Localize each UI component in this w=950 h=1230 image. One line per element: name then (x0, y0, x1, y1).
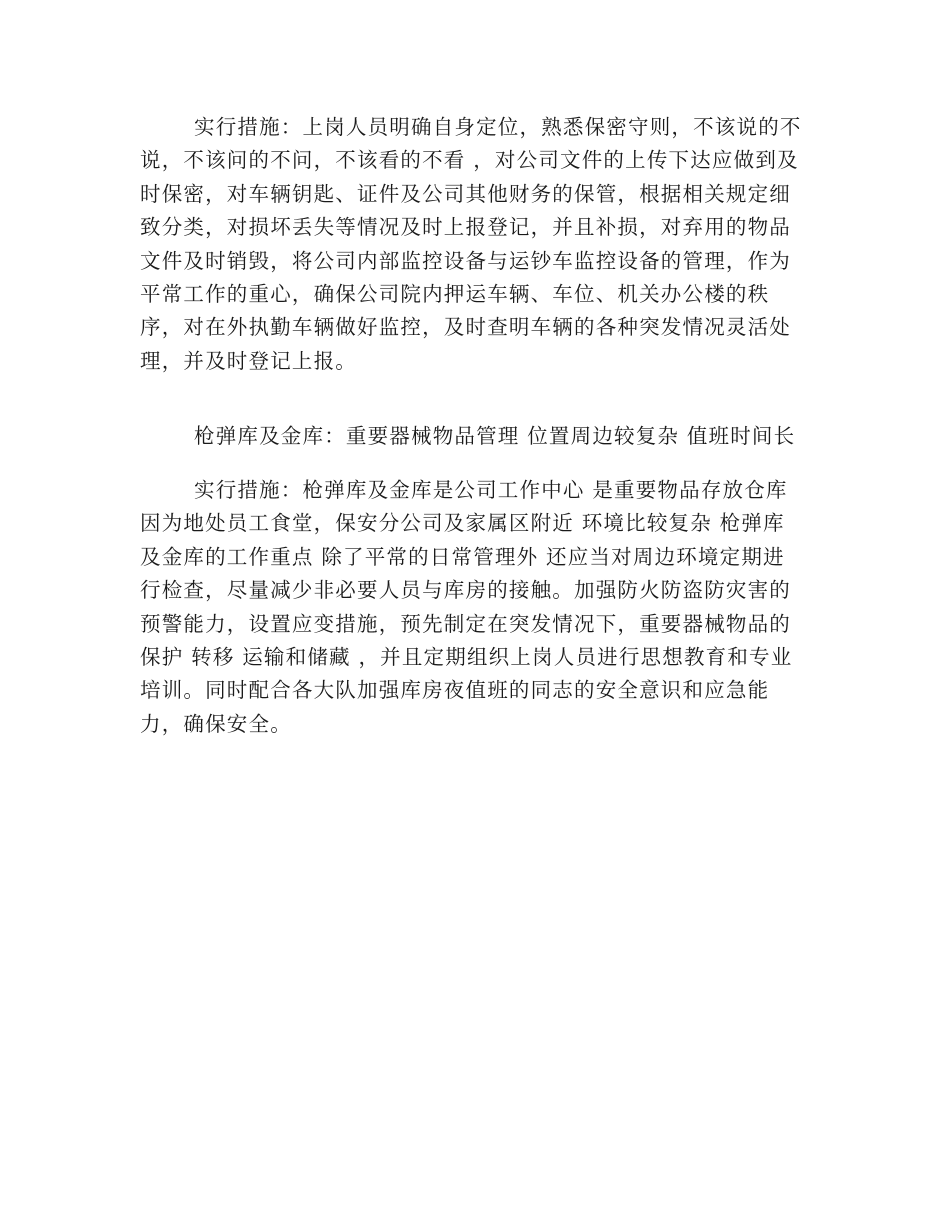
text-line: 时保密，对车辆钥匙、证件及公司其他财务的保管，根据相关规定细 (140, 181, 791, 206)
text-line: 实行措施：上岗人员明确自身定位，熟悉保密守则，不该说的不 (194, 115, 802, 139)
paragraph-confidentiality-measures (140, 111, 802, 378)
paragraph-armory-vault-heading (140, 420, 795, 453)
text-line: 保护 转移 运输和储藏 ，并且定期组织上岗人员进行思想教育和专业 (140, 644, 793, 669)
text-line: 及金库的工作重点 除了平常的日常管理外 还应当对周边环境定期进 (140, 544, 785, 569)
paragraph-armory-vault-measures (140, 474, 792, 741)
text-line: 行检查，尽量减少非必要人员与库房的接触。加强防火防盗防灾害的 (140, 578, 791, 603)
text-line: 因为地处员工食堂，保安分公司及家属区附近 环境比较复杂 枪弹库 (140, 511, 785, 536)
text-line: 培训。同时配合各大队加强库房夜值班的同志的安全意识和应急能 (140, 678, 770, 703)
text-line: 实行措施：枪弹库及金库是公司工作中心 是重要物品存放仓库 (194, 478, 788, 502)
text-line: 致分类，对损坏丢失等情况及时上报登记，并且补损，对弃用的物品 (140, 215, 791, 240)
text-line: 序，对在外执勤车辆做好监控，及时查明车辆的各种突发情况灵活处 (140, 315, 791, 340)
text-line: 枪弹库及金库：重要器械物品管理 位置周边较复杂 值班时间长 (194, 424, 796, 448)
text-line: 力，确保安全。 (140, 711, 292, 736)
text-line: 文件及时销毁，将公司内部监控设备与运钞车监控设备的管理，作为 (140, 248, 791, 273)
text-line: 平常工作的重心，确保公司院内押运车辆、车位、机关办公楼的秩 (140, 281, 770, 306)
text-line: 说，不该问的不问，不该看的不看 ，对公司文件的上传下达应做到及 (140, 148, 799, 173)
text-line: 理，并及时登记上报。 (140, 348, 357, 373)
text-line: 预警能力，设置应变措施，预先制定在突发情况下，重要器械物品的 (140, 611, 791, 636)
